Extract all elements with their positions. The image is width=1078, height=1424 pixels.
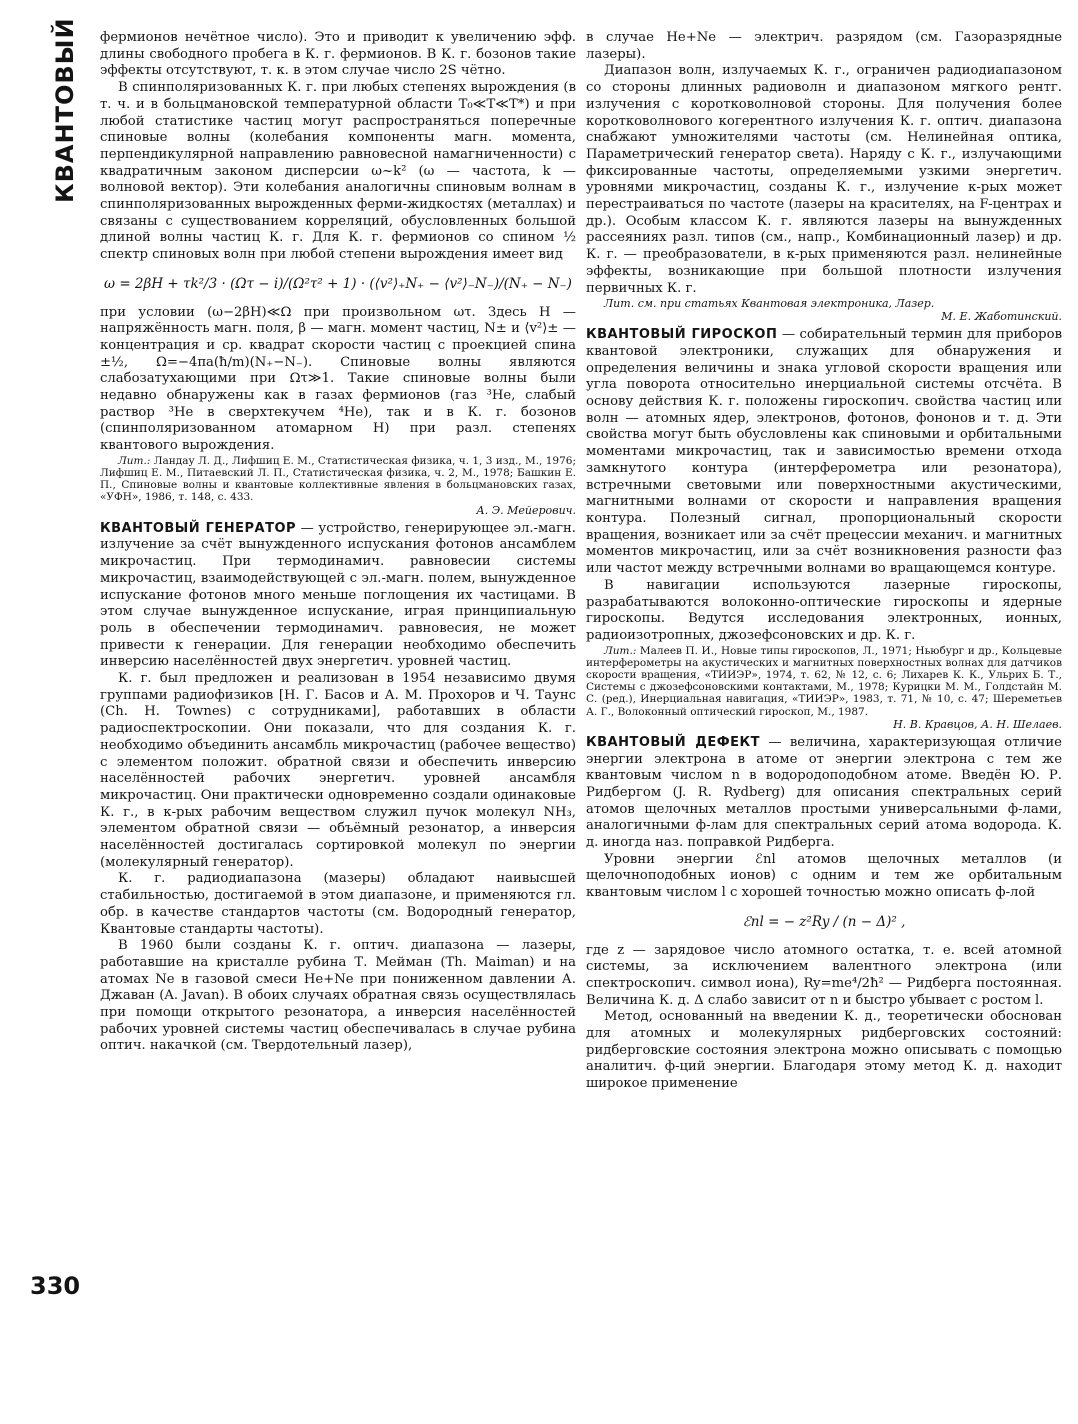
running-title: КВАНТОВЫЙ [51,17,79,203]
spin-wave-formula: ω = 2βH + τk²/3 · (Ωτ − i)/(Ω²τ² + 1) · (⟨v²⟩₊N₊ − ⟨v²⟩₋N₋)/(N₊ − N₋) [104,275,572,292]
paragraph: при условии (ω−2βH)≪Ω при произвольном ωτ. Здесь H — напряжённость магн. поля, β — магн. момент частиц, N± и ⟨v²⟩± — концентрация и ср. квадрат скорости частиц с проекцией спина ±½, Ω=−4πa(ħ/m)(N₊−N₋). Спиновые волны являются слабозатухающими при Ωτ≫1. Такие спиновые волны были недавно обнаружены как в газах фермионов (газ ³He, слабый раствор ³He в сверхтекучем ⁴He), так и в К. г. бозонов (спинполяризованном атомарном H) при разл. степенях квантового вырождения. [100,304,576,454]
entry-heading: КВАНТОВЫЙ ГЕНЕРАТОР [100,520,297,536]
article-author: Н. В. Кравцов, А. Н. Шелаев. [893,717,1062,731]
left-column [100,30,576,1340]
entry-gyroscope [586,327,1062,578]
paragraph: Метод, основанный на введении К. д., теоретически обоснован для атомных и молекулярных ридберговских состояний: ридберговские состояния электрона можно описывать с помощью аналитич. ф-ций энергии. Благодаря этому метод К. д. находит широкое применение [586,1009,1062,1092]
paragraph: где z — зарядовое число атомного остатка, т. е. всей атомной системы, за исключением валентного электрона (или спектроскопич. символ иона), Ry=me⁴/2ħ² — Ридберга постоянная. Величина К. д. Δ слабо зависит от n и быстро убывает с ростом l. [586,942,1062,1008]
literature-block [586,645,1062,718]
paragraph: фермионов нечётное число). Это и приводит к увеличению эфф. длины свободного пробега в К. г. фермионов. В К. г. бозонов такие эффекты отсутствуют, т. к. в этом случае число 2S чётно. [100,30,576,79]
paragraph: В навигации используются лазерные гироскопы, разрабатываются волоконно-оптические гироскопы и ядерные гироскопы. Ведутся исследования электронных, ионных, радиоизотропных, джозефсоновских и др. К. г. [586,577,1062,643]
page-number: 330 [30,1272,81,1300]
energy-level-formula: ℰnl = − z²Ry / (n − Δ)² , [742,913,906,930]
entry-text: — устройство, генерирующее эл.-магн. излучение за счёт вынужденного испускания фотонов ансамблем микрочастиц. При термодинамич. равновесии системы микрочастиц, взаимодействующей с эл.-магн. полем, вынужденное испускание фотонов много меньше поглощения их частицами. В этом случае вынужденное испускание, играя принципиальную роль в обеспечении термодинамич. равновесия, не может привести к генерации. Для генерации необходимо обеспечить инверсию населённостей двух энергетич. уровней частиц. [100,520,576,670]
literature-block [100,455,576,504]
entry-text: — величина, характеризующая отличие энергии электрона в атоме от энергии электрона с тем же квантовым числом n в водородоподобном атоме. Введён Ю. Р. Ридбергом (J. R. Rydberg) для описания спектральных серий атомов щелочных металлов простыми универсальными ф-лами, аналогичными ф-лам для спектральных серий атома водорода. К. д. иногда наз. поправкой Ридберга. [586,734,1062,851]
paragraph: В спинполяризованных К. г. при любых степенях вырождения (в т. ч. и в больцмановской температурной области T₀≪T≪T*) и при любой статистике частиц могут распространяться поперечные спиновые волны (колебания компоненты магн. момента, перпендикулярной направлению равновесной намагниченности) с квадратичным законом дисперсии ω~k² (ω — частота, k — волновой вектор). Эти колебания аналогичны спиновым волнам в спинполяризованных вырожденных ферми-жидкостях (металлах) и связаны с существованием корреляций, обусловленных большой длиной волны частиц К. г. Для К. г. фермионов со спином ½ спектр спиновых волн при любой степени вырождения имеет вид [100,80,576,263]
entry-quantum-defect [586,735,1062,852]
literature-text: Ландау Л. Д., Лифшиц Е. М., Статистическая физика, ч. 1, 3 изд., М., 1976; Лифшиц Е. М., Питаевский Л. П., Статистическая физика, ч. 2, М., 1978; Башкин Е. П., Спиновые волны и квантовые коллективные явления в больцмановских газах, «УФН», 1986, т. 148, с. 433. [100,454,576,504]
literature-label: Лит.: [604,644,637,657]
entry-generator [100,521,576,671]
paragraph: К. г. был предложен и реализован в 1954 независимо двумя группами радиофизиков [Н. Г. Басов и А. М. Прохоров и Ч. Таунс (Ch. H. Townes) с сотрудниками], работавших в области радиоспектроскопии. Они показали, что для создания К. г. необходимо объединить ансамбль микрочастиц (рабочее вещество) с элементом положит. обратной связи и обеспечить инверсию населённостей рабочих энергетич. уровней ансамбля микрочастиц. Они практически одновременно создали одинаковые К. г., в к-рых рабочим веществом служил пучок молекул NH₃, элементом обратной связи — объёмный резонатор, а инверсия населённостей достигалась сортировкой молекул по энергии (молекулярный генератор). [100,671,576,870]
entry-text: — собирательный термин для приборов квантовой электроники, служащих для обнаружения и определения величины и знака угловой скорости вращения или угла поворота относительно инерциальной системы отсчёта. В основу действия К. г. положены гироскопич. свойства частиц или волн — атомных ядер, электронов, фотонов, фононов и т. д. Эти свойства могут быть обусловлены как спиновыми и орбитальными моментами микрочастиц, так и зависимостью времени отхода замкнутого контура (интерферометра или резонатора), встречными световыми или поверхностными акустическими, магнитными волнами от скорости и направления вращения контура. Полезный сигнал, пропорциональный скорости вращения, возникает или за счёт прецессии механич. и магнитных моментов микрочастиц, или за счёт возникновения разности фаз или частот между встречными волнами во вращающемся контуре. [586,327,1062,577]
paragraph: в случае He+Ne — электрич. разрядом (см. Газоразрядные лазеры). [586,30,1062,62]
paragraph: К. г. радиодиапазона (мазеры) обладают наивысшей стабильностью, достигаемой в этом диапазоне, и применяются гл. обр. в качестве стандартов частоты (см. Водородный генератор, Квантовые стандарты частоты). [100,871,576,937]
see-literature: Лит. см. при статьях Квантовая электроника, Лазер. [604,297,935,311]
right-column [586,30,1062,1340]
literature-text: Малеев П. И., Новые типы гироскопов, Л., 1971; Ньюбург и др., Кольцевые интерферометры на акустических и магнитных поверхностных волнах для датчиков скорости вращения, «ТИИЭР», 1974, т. 62, № 12, с. 6; Лихарев К. К., Ульрих Б. Т., Системы с джозефсоновскими контактами, М., 1978; Курицки М. М., Голдстайн М. С. (ред.), Инерциальная навигация, «ТИИЭР», 1983, т. 71, № 10, с. 47; Шереметьев А. Г., Волоконный оптический гироскоп, М., 1987. [586,644,1062,718]
article-author: М. Е. Жаботинский. [941,310,1062,324]
paragraph: Диапазон волн, излучаемых К. г., ограничен радиодиапазоном со стороны длинных радиоволн и диапазоном мягкого рентг. излучения с коротковолновой стороны. Для получения более коротковолнового когерентного излучения К. г. оптич. диапазона снабжают умножителями частоты (см. Нелинейная оптика, Параметрический генератор света). Наряду с К. г., излучающими фиксированные частоты, определяемыми узкими энергетич. уровнями микрочастиц, созданы К. г., излучение к-рых может перестраиваться по частоте (лазеры на красителях, на F-центрах и др.). Особым классом К. г. являются лазеры на вынужденных рассеяниях разл. типов (см., напр., Комбинационный лазер) и др. К. г. — преобразователи, в к-рых применяются разл. нелинейные эффекты, возникающие при большой плотности излучения первичных К. г. [586,63,1062,296]
article-author: А. Э. Мейерович. [476,503,576,517]
literature-label: Лит.: [118,454,151,467]
entry-heading: КВАНТОВЫЙ ГИРОСКОП [586,327,778,343]
paragraph: Уровни энергии ℰnl атомов щелочных металлов (и щелочноподобных ионов) с одним и тем же орбитальным квантовым числом l с хорошей точностью можно описать ф-лой [586,851,1062,901]
paragraph: В 1960 были созданы К. г. оптич. диапазона — лазеры, работавшие на кристалле рубина Т. Мейман (Th. Maiman) и на атомах Ne в газовой смеси He+Ne при пониженном давлении А. Джаван (A. Javan). В обоих случаях обратная связь осуществлялась при помощи открытого резонатора, а инверсия населённостей рабочих уровней системы частиц обеспечивалась в случае рубина оптич. накачкой (см. Твердотельный лазер), [100,938,576,1054]
entry-heading: КВАНТОВЫЙ ДЕФЕКТ [586,734,761,750]
